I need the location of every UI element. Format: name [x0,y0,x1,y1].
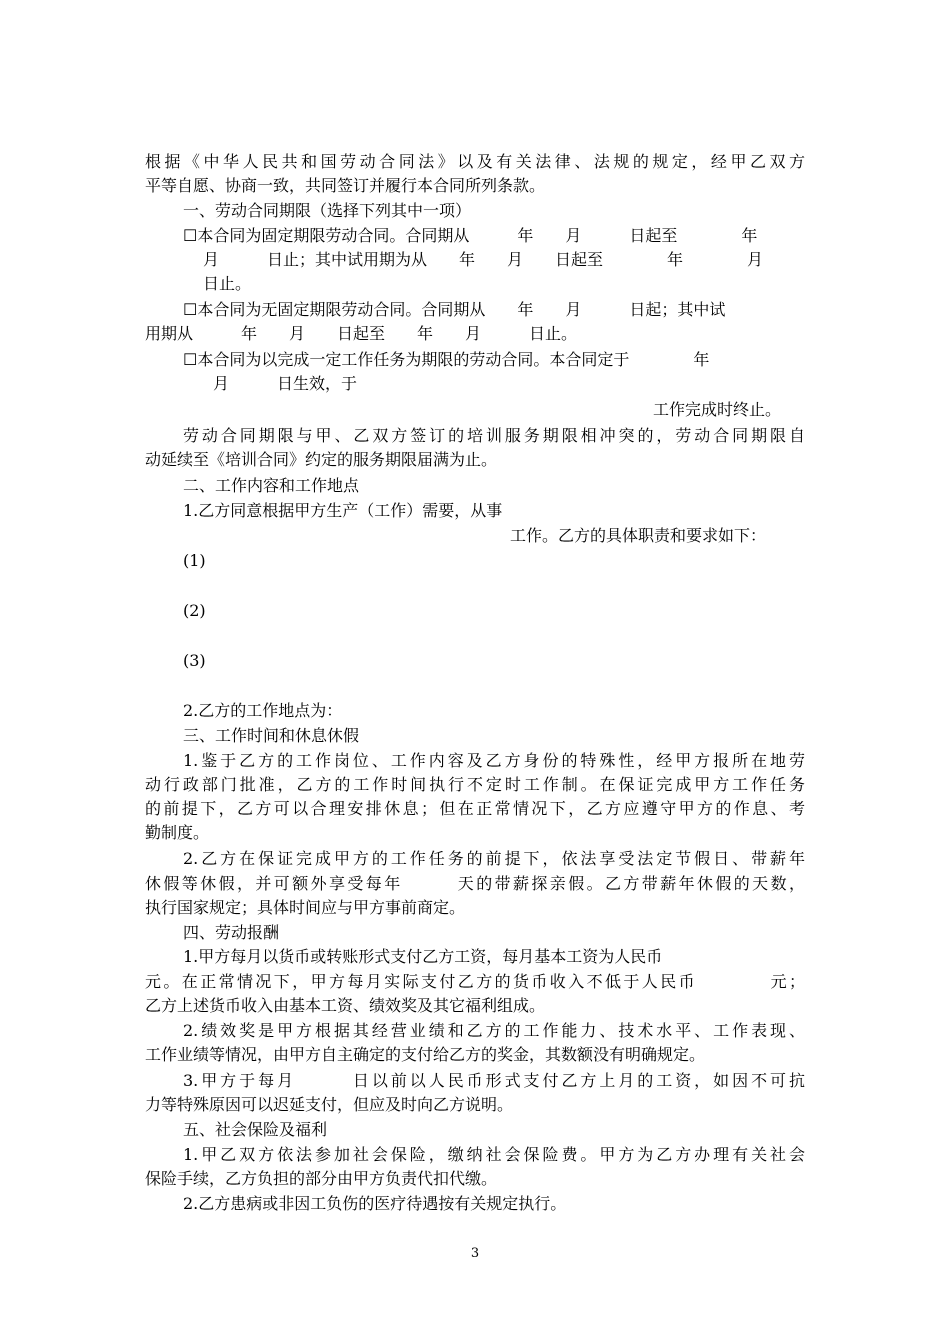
intro-line-1: 根据《中华人民共和国劳动合同法》以及有关法律、法规的规定，经甲乙双方 [145,152,805,171]
heading-3: 三、工作时间和休息休假 [183,726,360,745]
duty-1: (1) [183,551,206,570]
pay-1-line-2: 元。在正常情况下，甲方每月实际支付乙方的货币收入不低于人民币 元； [145,972,805,991]
option-3-line-1: ☐本合同为以完成一定工作任务为期限的劳动合同。本合同定于 年 [183,350,710,369]
pay-3-line-2: 力等特殊原因可以迟延支付，但应及时向乙方说明。 [145,1095,514,1114]
ins-2: 2.乙方患病或非因工负伤的医疗待遇按有关规定执行。 [183,1194,567,1213]
option-1-line-3: 日止。 [203,274,252,293]
ins-1-line-1: 1.甲乙双方依法参加社会保险，缴纳社会保险费。甲方为乙方办理有关社会 [183,1145,805,1164]
heading-2: 二、工作内容和工作地点 [183,476,360,495]
training-line-2: 动延续至《培训合同》约定的服务期限届满为止。 [145,450,498,469]
page-number: 3 [470,1246,480,1261]
option-2-line-1: ☐本合同为无固定期限劳动合同。合同期从 年 月 日起；其中试 [183,300,726,319]
duty-3: (3) [183,651,206,670]
option-3-line-3: 工作完成时终止。 [653,400,782,419]
time-1-line-3: 的前提下，乙方可以合理安排休息；但在正常情况下，乙方应遵守甲方的作息、考 [145,799,805,818]
option-1-line-2: 月 日止；其中试用期为从 年 月 日起至 年 月 [203,250,764,269]
pay-2-line-2: 工作业绩等情况，由甲方自主确定的支付给乙方的奖金，其数额没有明确规定。 [145,1045,706,1064]
time-2-line-1: 2.乙方在保证完成甲方的工作任务的前提下，依法享受法定节假日、带薪年 [183,849,805,868]
work-1-line-2: 工作。乙方的具体职责和要求如下： [510,526,767,545]
ins-1-line-2: 保险手续，乙方负担的部分由甲方负责代扣代缴。 [145,1169,498,1188]
time-1-line-4: 勤制度。 [145,823,210,842]
pay-3-line-1: 3.甲方于每月 日以前以人民币形式支付乙方上月的工资，如因不可抗 [183,1071,805,1090]
option-1-line-1: ☐本合同为固定期限劳动合同。合同期从 年 月 日起至 年 [183,226,758,245]
pay-1-line-1: 1.甲方每月以货币或转账形式支付乙方工资，每月基本工资为人民币 [183,947,663,966]
option-3-line-2: 月 日生效，于 [213,374,358,393]
time-2-line-3: 执行国家规定；具体时间应与甲方事前商定。 [145,898,466,917]
time-2-line-2: 休假等休假，并可额外享受每年 天的带薪探亲假。乙方带薪年休假的天数， [145,874,805,893]
work-2: 2.乙方的工作地点为： [183,701,343,720]
time-1-line-1: 1.鉴于乙方的工作岗位、工作内容及乙方身份的特殊性，经甲方报所在地劳 [183,751,805,770]
training-line-1: 劳动合同期限与甲、乙双方签订的培训服务期限相冲突的，劳动合同期限自 [183,426,805,445]
heading-5: 五、社会保险及福利 [183,1120,328,1139]
time-1-line-2: 动行政部门批准，乙方的工作时间执行不定时工作制。在保证完成甲方工作任务 [145,775,805,794]
heading-4: 四、劳动报酬 [183,923,280,942]
heading-1: 一、劳动合同期限（选择下列其中一项） [183,201,472,220]
intro-line-2: 平等自愿、协商一致，共同签订并履行本合同所列条款。 [145,176,546,195]
pay-1-line-3: 乙方上述货币收入由基本工资、绩效奖及其它福利组成。 [145,996,546,1015]
pay-2-line-1: 2.绩效奖是甲方根据其经营业绩和乙方的工作能力、技术水平、工作表现、 [183,1021,805,1040]
duty-2: (2) [183,601,206,620]
option-2-line-2: 用期从 年 月 日起至 年 月 日止。 [145,324,578,343]
work-1-line-1: 1.乙方同意根据甲方生产（工作）需要，从事 [183,501,503,520]
